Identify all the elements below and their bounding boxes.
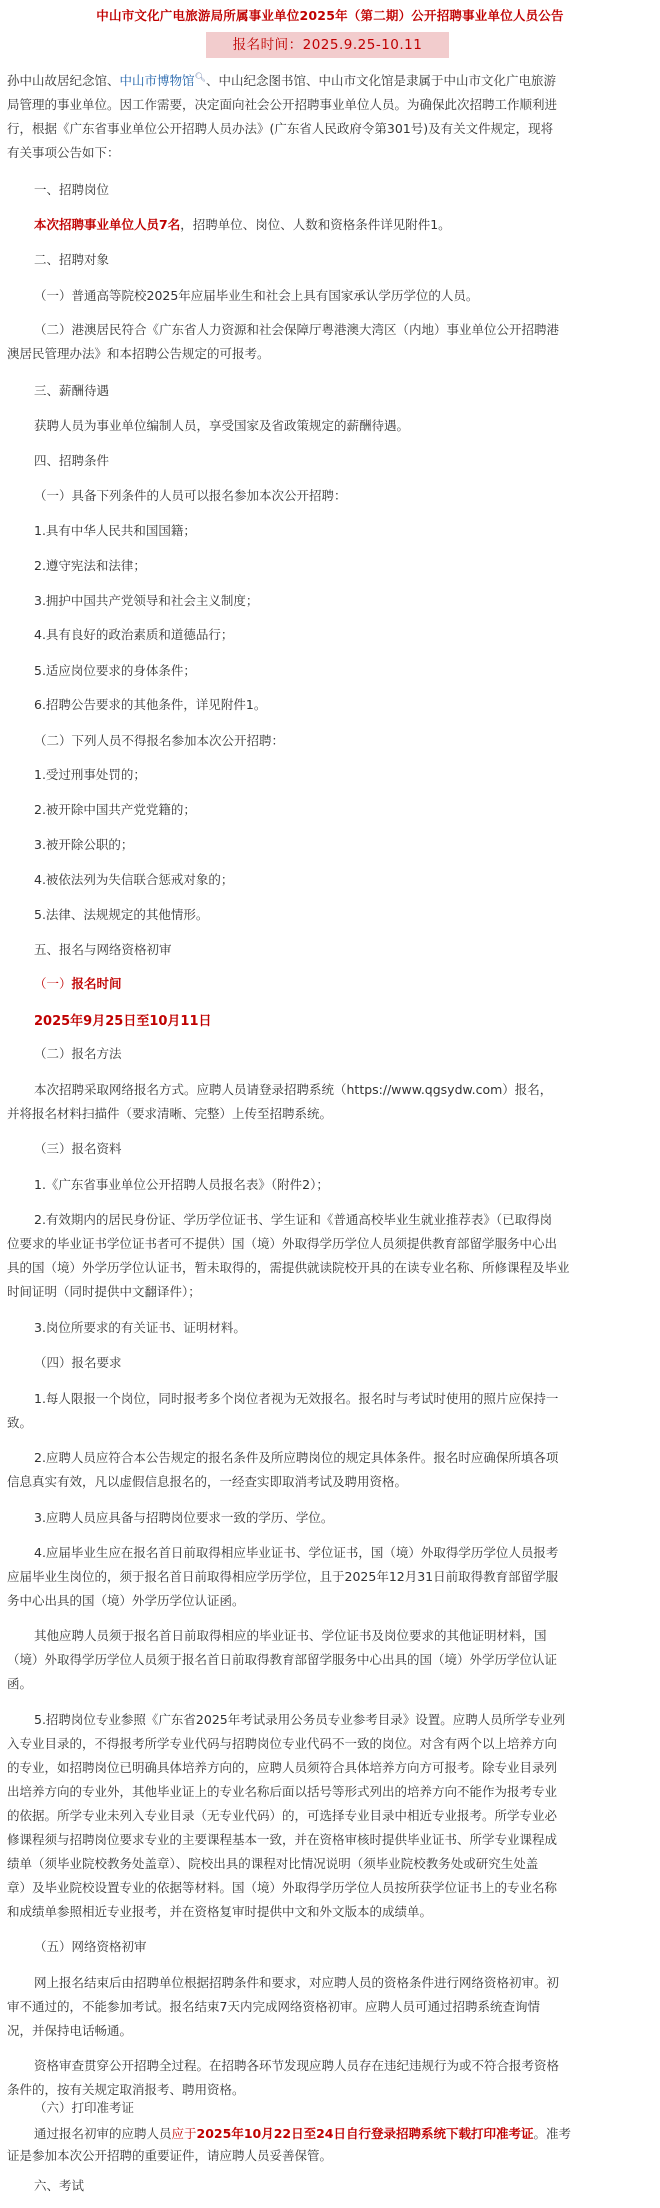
admission-ticket-line-1: 通过报名初审的应聘人员应于2025年10月22日至24日自行登录招聘系统下载打印准考证。准考 bbox=[34, 2126, 572, 2141]
conditions-subheading-1: （一）具备下列条件的人员可以报名参加本次公开招聘： bbox=[34, 488, 347, 504]
requirement-5-line: 入专业目录的，不得报考所学专业代码与招聘岗位专业代码不一致的岗位。对含有两个以上培养方向 bbox=[7, 1735, 558, 1751]
requirement-4b-line: 其他应聘人员须于报名首日前取得相应的毕业证书、学位证书及岗位要求的其他证明材料，国 bbox=[34, 1628, 547, 1644]
documents-item-2-line: 2.有效期内的居民身份证、学历学位证书、学生证和《普通高校毕业生就业推荐表》（已取得岗 bbox=[34, 1212, 553, 1228]
online-review-heading: （五）网络资格初审 bbox=[34, 1939, 147, 1955]
documents-item-1: 1.《广东省事业单位公开招聘人员报名表》（附件2）； bbox=[34, 1176, 329, 1192]
salary-paragraph: 获聘人员为事业单位编制人员，享受国家及省政策规定的薪酬待遇。 bbox=[34, 418, 410, 434]
requirement-1-line: 1.每人限报一个岗位，同时报考多个岗位者视为无效报名。报名时与考试时使用的照片应保持一 bbox=[34, 1390, 559, 1406]
section-heading-6: 六、考试 bbox=[34, 2178, 85, 2193]
page-title: 中山市文化广电旅游局所属事业单位2025年（第二期）公开招聘事业单位人员公告 bbox=[96, 8, 564, 23]
documents-heading: （三）报名资料 bbox=[34, 1141, 122, 1157]
requirement-4-line: 4.应届毕业生应在报名首日前取得相应毕业证书、学位证书，国（境）外取得学历学位人员报考 bbox=[34, 1545, 559, 1560]
condition-item: 4.具有良好的政治素质和道德品行； bbox=[34, 627, 234, 643]
online-review-line: 审不通过的，不能参加考试。报名结束7天内完成网络资格初审。应聘人员可通过招聘系统查询情 bbox=[7, 1998, 540, 2014]
requirement-3: 3.应聘人员应具备与招聘岗位要求一致的学历、学位。 bbox=[34, 1509, 334, 1525]
positions-paragraph: 本次招聘事业单位人员7名，招聘单位、岗位、人数和资格条件详见附件1。 bbox=[34, 216, 451, 232]
requirement-4b-line: （境）外取得学历学位人员须于报名首日前取得教育部留学服务中心出具的国（境）外学历学位认证 bbox=[7, 1652, 558, 1668]
registration-time-value: 2025年9月25日至10月11日 bbox=[34, 1013, 212, 1029]
registration-date-badge: 报名时间：2025.9.25-10.11 bbox=[206, 32, 449, 58]
requirement-5-line: 的专业，如招聘岗位已明确具体培养方向的，应聘人员须符合具体培养方向方可报考。除专业目录列 bbox=[7, 1759, 558, 1775]
target-paragraph-2-line-1: （二）港澳居民符合《广东省人力资源和社会保障厅粤港澳大湾区（内地）事业单位公开招聘港 bbox=[34, 322, 560, 338]
condition-item: 5.适应岗位要求的身体条件； bbox=[34, 662, 196, 678]
review-process-line: 资格审查贯穿公开招聘全过程。在招聘各环节发现应聘人员存在违纪违规行为或不符合报考资格 bbox=[34, 2058, 560, 2073]
admission-ticket-line-2: 证是参加本次公开招聘的重要证件，请应聘人员妥善保管。 bbox=[7, 2148, 333, 2163]
method-heading: （二）报名方法 bbox=[34, 1046, 122, 1062]
exclusion-item: 4.被依法列为失信联合惩戒对象的； bbox=[34, 871, 234, 887]
requirements-heading: （四）报名要求 bbox=[34, 1355, 122, 1371]
exclusion-item: 1.受过刑事处罚的； bbox=[34, 767, 146, 783]
requirement-4-line: 务中心出具的国（境）外学历学位认证函。 bbox=[7, 1592, 245, 1608]
method-line-2: 并将报名材料扫描件（要求清晰、完整）上传至招聘系统。 bbox=[7, 1105, 333, 1121]
target-paragraph-2-line-2: 澳居民管理办法》和本招聘公告规定的可报考。 bbox=[7, 346, 270, 362]
magnifier-icon[interactable]: 🔍︎ bbox=[194, 72, 206, 83]
intro-line-3: 行，根据《广东省事业单位公开招聘人员办法》(广东省人民政府令第301号)及有关文件规定，现将 bbox=[7, 120, 554, 136]
requirement-5-line: 和成绩单参照相近专业报考，并在资格复审时提供中文和外文版本的成绩单。 bbox=[7, 1903, 433, 1919]
review-process-line: 条件的，按有关规定取消报考、聘用资格。 bbox=[7, 2082, 245, 2097]
documents-item-3: 3.岗位所要求的有关证书、证明材料。 bbox=[34, 1319, 246, 1335]
conditions-subheading-2: （二）下列人员不得报名参加本次公开招聘： bbox=[34, 732, 285, 748]
section-heading-4: 四、招聘条件 bbox=[34, 452, 110, 468]
admission-ticket-heading: （六）打印准考证 bbox=[34, 2100, 135, 2115]
intro-line-2: 局管理的事业单位。因工作需要，决定面向社会公开招聘事业单位人员。为确保此次招聘工作顺利进 bbox=[7, 97, 558, 112]
section-heading-3: 三、薪酬待遇 bbox=[34, 382, 110, 398]
exclusion-item: 3.被开除公职的； bbox=[34, 837, 134, 853]
section-heading-1: 一、招聘岗位 bbox=[34, 182, 110, 198]
online-review-line: 况，并保持电话畅通。 bbox=[7, 2022, 133, 2038]
section-heading-5: 五、报名与网络资格初审 bbox=[34, 941, 172, 957]
requirement-5-line: 章）及毕业院校设置专业的依据等材料。国（境）外取得学历学位人员按所获学位证书上的专业名称 bbox=[7, 1879, 558, 1895]
requirement-5-line: 5.招聘岗位专业参照《广东省2025年考试录用公务员专业参考目录》设置。应聘人员所学专业列 bbox=[34, 1711, 566, 1727]
requirement-2-line: 2.应聘人员应符合本公告规定的报名条件及所应聘岗位的规定具体条件。报名时应确保所填各项 bbox=[34, 1450, 559, 1466]
documents-item-2-line: 时间证明（同时提供中文翻译件）； bbox=[7, 1284, 201, 1300]
requirement-4b-line: 函。 bbox=[7, 1676, 33, 1692]
documents-item-2-line: 具的国（境）外学历学位认证书，暂未取得的，需提供就读院校开具的在读专业名称、所修课程及毕业 bbox=[7, 1260, 570, 1276]
online-review-line: 网上报名结束后由招聘单位根据招聘条件和要求，对应聘人员的资格条件进行网络资格初审。初 bbox=[34, 1974, 560, 1990]
documents-item-2-line: 位要求的毕业证书学位证书者可不提供）国（境）外取得学历学位人员须提供教育部留学服务中心出 bbox=[7, 1236, 558, 1252]
exclusion-item: 2.被开除中国共产党党籍的； bbox=[34, 801, 196, 817]
museum-link[interactable]: 中山市博物馆 bbox=[119, 73, 195, 88]
section-heading-2: 二、招聘对象 bbox=[34, 252, 110, 268]
requirement-2-line: 信息真实有效，凡以虚假信息报名的，一经查实即取消考试及聘用资格。 bbox=[7, 1474, 408, 1489]
method-line-1: 本次招聘采取网络报名方式。应聘人员请登录招聘系统（https://www.qgsydw.com）报名， bbox=[34, 1081, 553, 1097]
condition-item: 3.拥护中国共产党领导和社会主义制度； bbox=[34, 592, 259, 608]
condition-item: 2.遵守宪法和法律； bbox=[34, 558, 146, 574]
requirement-5-line: 修课程须与招聘岗位要求专业的主要课程基本一致，并在资格审核时提供毕业证书、所学专业课程成 bbox=[7, 1831, 558, 1847]
intro-line-1: 孙中山故居纪念馆、中山市博物馆🔍︎、中山纪念图书馆、中山市文化馆是隶属于中山市文化广电旅游 bbox=[7, 72, 556, 88]
exclusion-item: 5.法律、法规规定的其他情形。 bbox=[34, 907, 209, 923]
requirement-5-line: 的依据。所学专业未列入专业目录（无专业代码）的，可选择专业目录中相近专业报考。所学专业必 bbox=[7, 1807, 558, 1823]
condition-item: 6.招聘公告要求的其他条件，详见附件1。 bbox=[34, 697, 267, 713]
positions-count: 本次招聘事业单位人员7名 bbox=[34, 216, 181, 232]
requirement-1-line: 致。 bbox=[7, 1414, 33, 1430]
condition-item: 1.具有中华人民共和国国籍； bbox=[34, 522, 196, 538]
requirement-5-line: 出培养方向的专业外，其他毕业证上的专业名称后面以括号等形式列出的培养方向不能作为报考专业 bbox=[7, 1783, 558, 1799]
requirement-5-line: 绩单（须毕业院校教务处盖章）、院校出具的课程对比情况说明（须毕业院校教务处或研究生处盖 bbox=[7, 1855, 539, 1871]
target-paragraph-1: （一）普通高等院校2025年应届毕业生和社会上具有国家承认学历学位的人员。 bbox=[34, 287, 479, 303]
intro-line-4: 有关事项公告如下： bbox=[7, 144, 120, 160]
registration-time-heading: （一）报名时间 bbox=[34, 976, 122, 992]
requirement-4-line: 应届毕业生岗位的，须于报名首日前取得相应学历学位，且于2025年12月31日前取得教育部留学服 bbox=[7, 1569, 559, 1584]
